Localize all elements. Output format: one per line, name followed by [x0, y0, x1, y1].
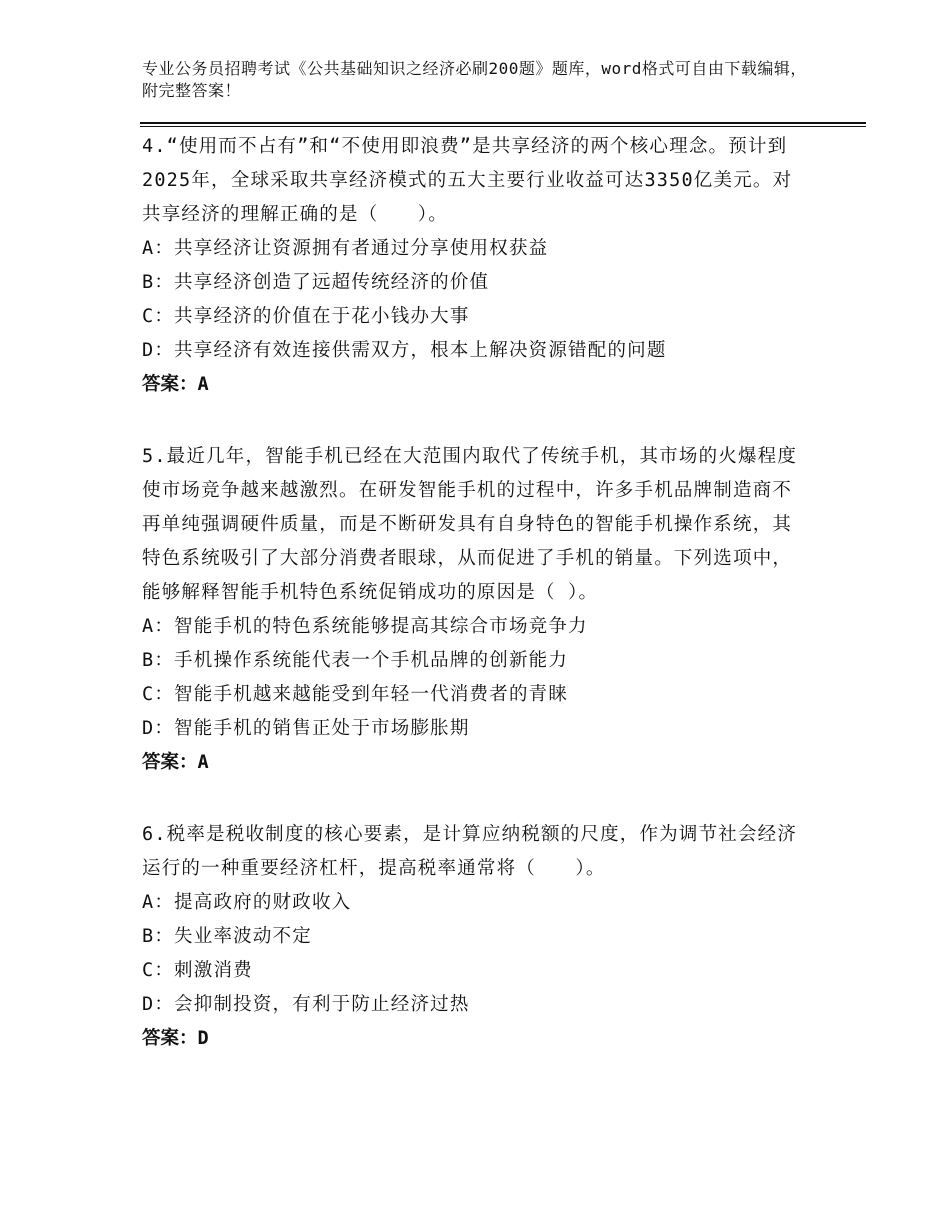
- document-header: 专业公务员招聘考试《公共基础知识之经济必刷200题》题库，word格式可自由下载编辑，附完整答案！: [142, 59, 807, 100]
- option-c: C：刺激消费: [142, 960, 253, 981]
- option-a: A：共享经济让资源拥有者通过分享使用权获益: [142, 238, 549, 259]
- question-stem: 5.最近几年，智能手机已经在大范围内取代了传统手机，其市场的火爆程度使市场竞争越来越激烈。在研发智能手机的过程中，许多手机品牌制造商不再单纯强调硬件质量，而是不断研发具有自身特色的智能手机操作系统，其特色系统吸引了大部分消费者眼球，从而促进了手机的销量。下列选项中，能够解释智能手机特色系统促销成功的原因是（ ）。: [142, 446, 798, 603]
- question-4: [142, 130, 810, 402]
- question-5: [142, 440, 810, 780]
- answer-label: 答案：A: [142, 752, 209, 773]
- header-rule-thin: [140, 126, 866, 127]
- option-a: A：提高政府的财政收入: [142, 892, 352, 913]
- option-c: C：共享经济的价值在于花小钱办大事: [142, 306, 470, 327]
- question-list: [142, 130, 810, 1094]
- option-d: D：智能手机的销售正处于市场膨胀期: [142, 718, 470, 739]
- answer-label: 答案：D: [142, 1028, 209, 1049]
- option-b: B：手机操作系统能代表一个手机品牌的创新能力: [142, 650, 569, 671]
- option-c: C：智能手机越来越能受到年轻一代消费者的青睐: [142, 684, 569, 705]
- option-d: D：共享经济有效连接供需双方，根本上解决资源错配的问题: [142, 340, 667, 361]
- option-a: A：智能手机的特色系统能够提高其综合市场竞争力: [142, 616, 588, 637]
- option-b: B：共享经济创造了远超传统经济的价值: [142, 272, 490, 293]
- question-stem: 6.税率是税收制度的核心要素，是计算应纳税额的尺度，作为调节社会经济运行的一种重要经济杠杆，提高税率通常将（ ）。: [142, 824, 798, 879]
- option-d: D：会抑制投资，有利于防止经济过热: [142, 994, 470, 1015]
- question-6: [142, 818, 810, 1056]
- question-stem: 4.“使用而不占有”和“不使用即浪费”是共享经济的两个核心理念。预计到2025年，全球采取共享经济模式的五大主要行业收益可达3350亿美元。对共享经济的理解正确的是（ ）。: [142, 136, 793, 225]
- header-rule-thick: [140, 122, 866, 124]
- option-b: B：失业率波动不定: [142, 926, 312, 947]
- answer-label: 答案：A: [142, 374, 209, 395]
